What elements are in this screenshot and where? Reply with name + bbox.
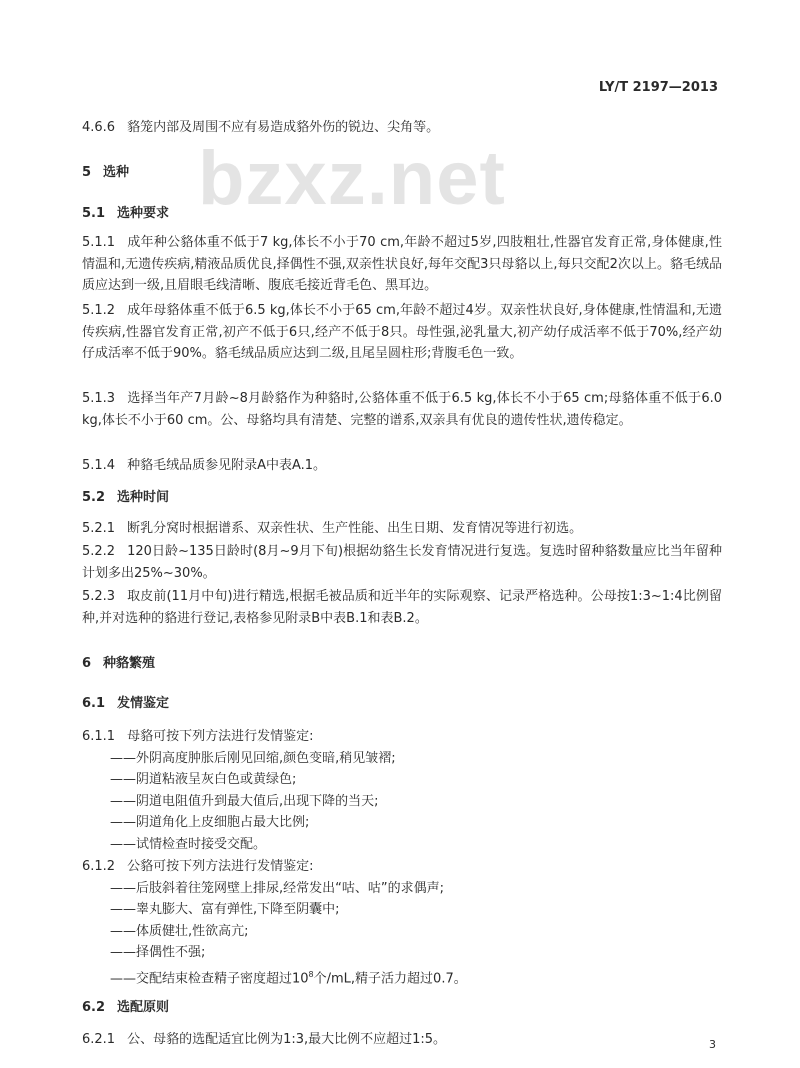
clause-6-1-1 [82,726,722,855]
clause-5-2-3 [82,586,722,629]
section-number: 5 [82,165,92,180]
section-title: 选配原则 [117,1000,170,1015]
clause-5-1-2 [82,300,722,365]
section-heading-5 [82,162,722,184]
clause-number: 5.2.3 [82,589,116,604]
clause-6-2-1 [82,1029,722,1051]
clause-number: 5.2.1 [82,521,116,536]
clause-number: 6.1.2 [82,859,116,874]
list-item-prefix: ——交配结束检查精子密度超过10 [110,970,309,986]
clause-6-1-2 [82,856,722,989]
section-heading-5-1 [82,203,722,225]
clause-text: 公貉可按下列方法进行发情鉴定: [127,859,314,874]
section-title: 选种 [103,165,130,180]
list-item [82,964,722,990]
list-item: ——体质健壮,性欲高亢; [110,923,249,939]
clause-4-6-6 [82,117,722,139]
section-title: 选种时间 [117,490,170,505]
section-title: 发情鉴定 [117,696,170,711]
list-item: ——择偶性不强; [110,945,206,960]
section-heading-6 [82,653,722,675]
list-item: ——阴道电阻值升到最大值后,出现下降的当天; [110,793,379,809]
superscript: 8 [308,969,314,979]
section-number: 6.2 [82,1000,106,1015]
section-number: 5.2 [82,490,106,505]
standard-code: LY/T 2197—2013 [598,80,718,95]
clause-text: 种貉毛绒品质参见附录A中表A.1。 [127,458,327,473]
list-item-suffix: 个/mL,精子活力超过0.7。 [313,970,467,986]
list-item: ——外阴高度肿胀后刚见回缩,颜色变暗,稍见皱褶; [110,750,396,766]
list-item: ——试情检查时接受交配。 [110,836,267,852]
section-heading-5-2 [82,487,722,509]
clause-text: 母貉可按下列方法进行发情鉴定: [127,729,314,744]
list-item: ——后肢斜着往笼网壁上排尿,经常发出“咕、咕”的求偶声; [110,880,444,896]
clause-5-1-3 [82,388,722,431]
section-heading-6-1 [82,693,722,715]
list-item: ——阴道粘液呈灰白色或黄绿色; [110,772,297,787]
section-number: 6.1 [82,696,106,711]
clause-number: 5.1.4 [82,458,116,473]
clause-number: 6.1.1 [82,729,116,744]
clause-number: 6.2.1 [82,1032,116,1047]
clause-number: 4.6.6 [82,120,116,135]
page-number: 3 [709,1038,716,1051]
section-heading-6-2 [82,997,722,1019]
clause-text: 断乳分窝时根据谱系、双亲性状、生产性能、出生日期、发育情况等进行初选。 [127,521,583,536]
clause-5-1-4 [82,455,722,477]
list-item: ——睾丸膨大、富有弹性,下降至阴囊中; [110,902,340,917]
clause-5-2-2 [82,541,722,584]
clause-number: 5.1.2 [82,303,116,318]
clause-text: 选择当年产7月龄~8月龄貉作为种貉时,公貉体重不低于6.5 kg,体长不小于65 cm;母貉体重不低于6.0 kg,体长不小于60 cm。公、母貉均具有清楚、完整的谱系,双亲具有优良的遗传性状,遗传稳定。 [82,391,722,428]
clause-number: 5.1.3 [82,391,116,406]
watermark: bzxz.net [198,136,506,221]
clause-5-1-1 [82,232,722,297]
clause-text: 貉笼内部及周围不应有易造成貉外伤的锐边、尖角等。 [127,120,440,135]
clause-5-2-1 [82,518,722,540]
clause-text: 成年母貉体重不低于6.5 kg,体长不小于65 cm,年龄不超过4岁。双亲性状良好,身体健康,性情温和,无遗传疾病,性器官发育正常,初产不低于6只,经产不低于8只。母性强,泌乳量大,初产幼仔成活率不低于70%,经产幼仔成活率不低于90%。貉毛绒品质应达到二级,且尾呈圆柱形;背腹毛色一致。 [82,303,722,361]
section-number: 5.1 [82,206,106,221]
section-title: 选种要求 [117,206,170,221]
clause-number: 5.2.2 [82,544,116,559]
section-number: 6 [82,656,92,671]
clause-text: 成年种公貉体重不低于7 kg,体长不小于70 cm,年龄不超过5岁,四肢粗壮,性器官发育正常,身体健康,性情温和,无遗传疾病,精液品质优良,择偶性不强,双亲性状良好,每年交配3只母貉以上,每只交配2次以上。貉毛绒品质应达到一级,且眉眼毛线清晰、腹底毛接近背毛色、黑耳边。 [82,235,722,293]
clause-number: 5.1.1 [82,235,116,250]
clause-text: 取皮前(11月中旬)进行精选,根据毛被品质和近半年的实际观察、记录严格选种。公母按1:3~1:4比例留种,并对选种的貉进行登记,表格参见附录B中表B.1和表B.2。 [82,589,722,626]
clause-text: 120日龄~135日龄时(8月~9月下旬)根据幼貉生长发育情况进行复选。复选时留种貉数量应比当年留种计划多出25%~30%。 [82,544,722,581]
clause-text: 公、母貉的选配适宜比例为1:3,最大比例不应超过1:5。 [127,1032,447,1047]
section-title: 种貉繁殖 [103,656,156,671]
list-item: ——阴道角化上皮细胞占最大比例; [110,815,310,830]
